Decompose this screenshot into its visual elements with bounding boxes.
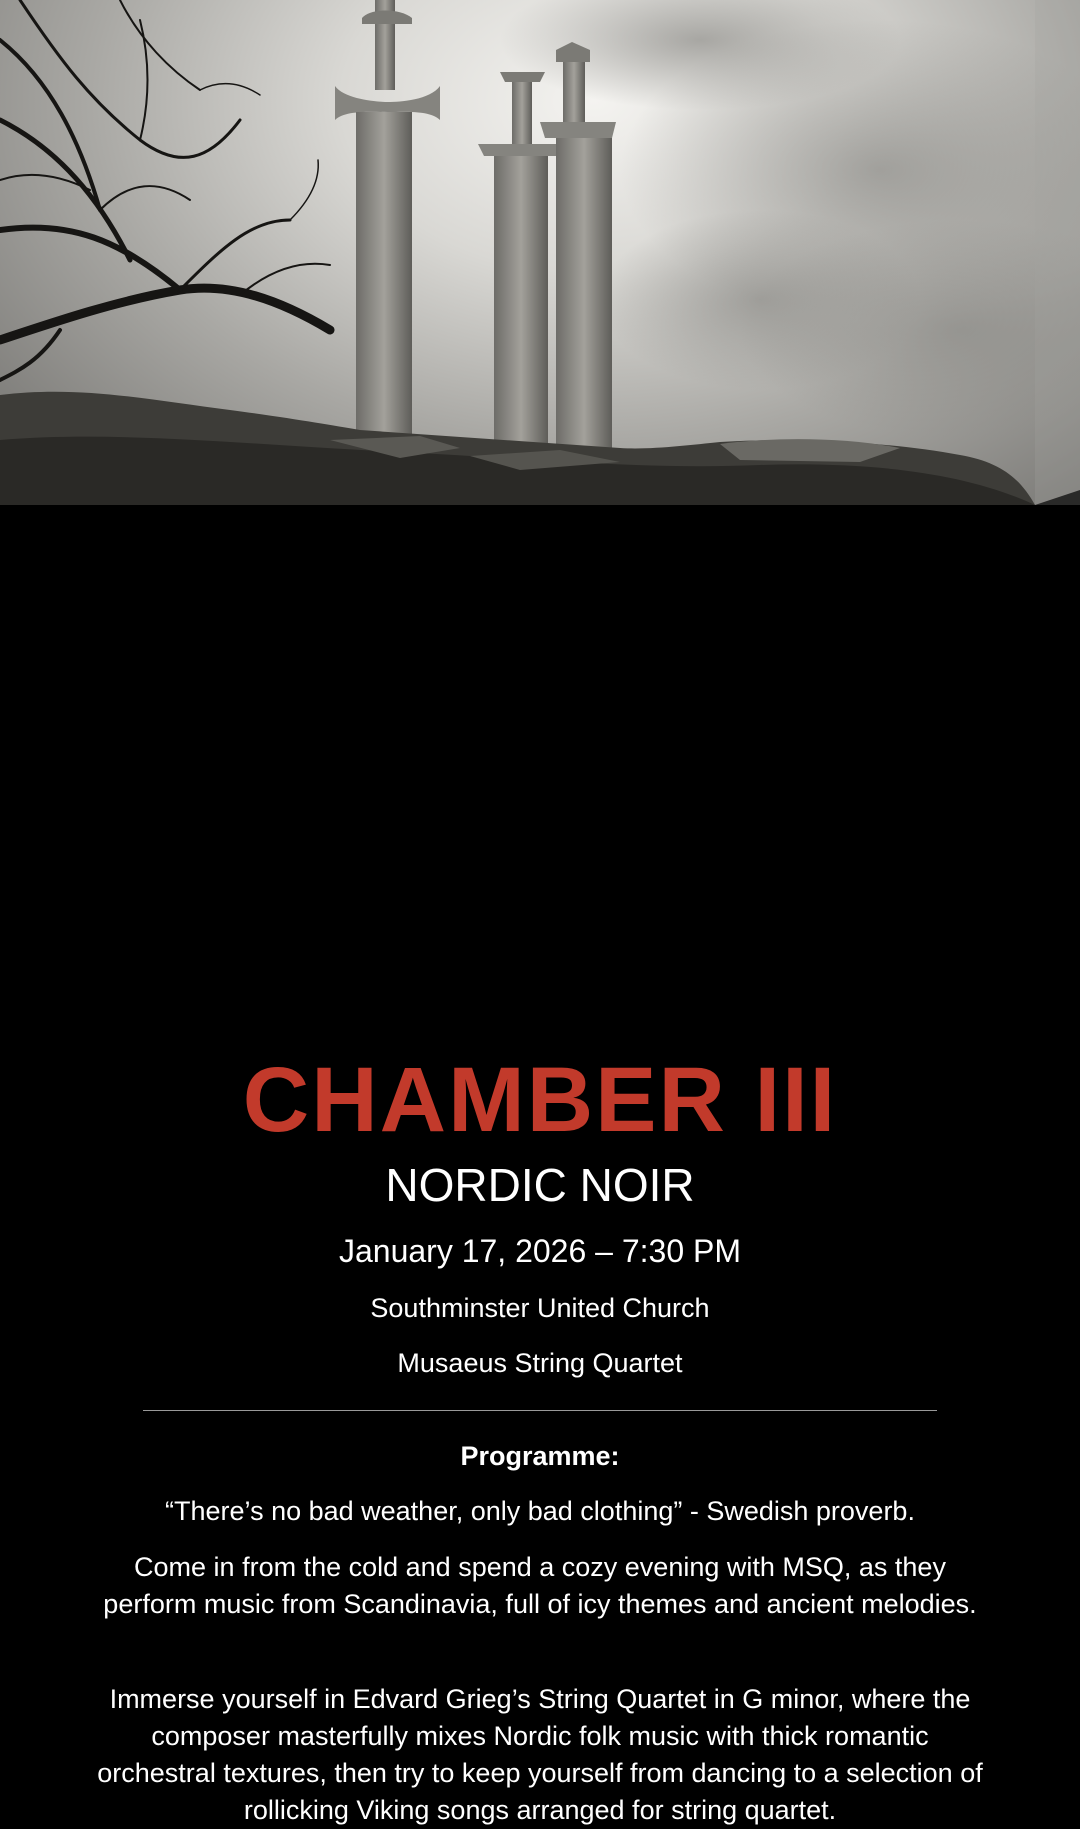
- event-title: CHAMBER III: [242, 1049, 838, 1151]
- event-performer: Musaeus String Quartet: [397, 1348, 683, 1378]
- programme-paragraph-2: Come in from the cold and spend a cozy evening with MSQ, as they perform music from Scandinavia, full of icy themes and ancient melodies.: [103, 1552, 977, 1619]
- event-venue: Southminster United Church: [370, 1293, 710, 1323]
- event-date-time: January 17, 2026 – 7:30 PM: [338, 1233, 742, 1269]
- swords-in-rock-illustration: [0, 0, 1080, 505]
- event-subtitle: NORDIC NOIR: [385, 1159, 695, 1211]
- sword-right: [540, 42, 616, 453]
- programme-paragraph-1: “There’s no bad weather, only bad clothing” - Swedish proverb.: [165, 1496, 915, 1526]
- sword-left: [335, 0, 440, 442]
- hero-image: [0, 0, 1080, 505]
- programme-heading: Programme:: [460, 1441, 620, 1471]
- programme-paragraph-3: Immerse yourself in Edvard Grieg’s String Quartet in G minor, where the composer masterfully mixes Nordic folk music with thick romantic orchestral textures, then try to keep yourself from dancing to a selection of rollicking Viking songs arranged for string quartet.: [97, 1684, 983, 1825]
- divider: [143, 1410, 937, 1411]
